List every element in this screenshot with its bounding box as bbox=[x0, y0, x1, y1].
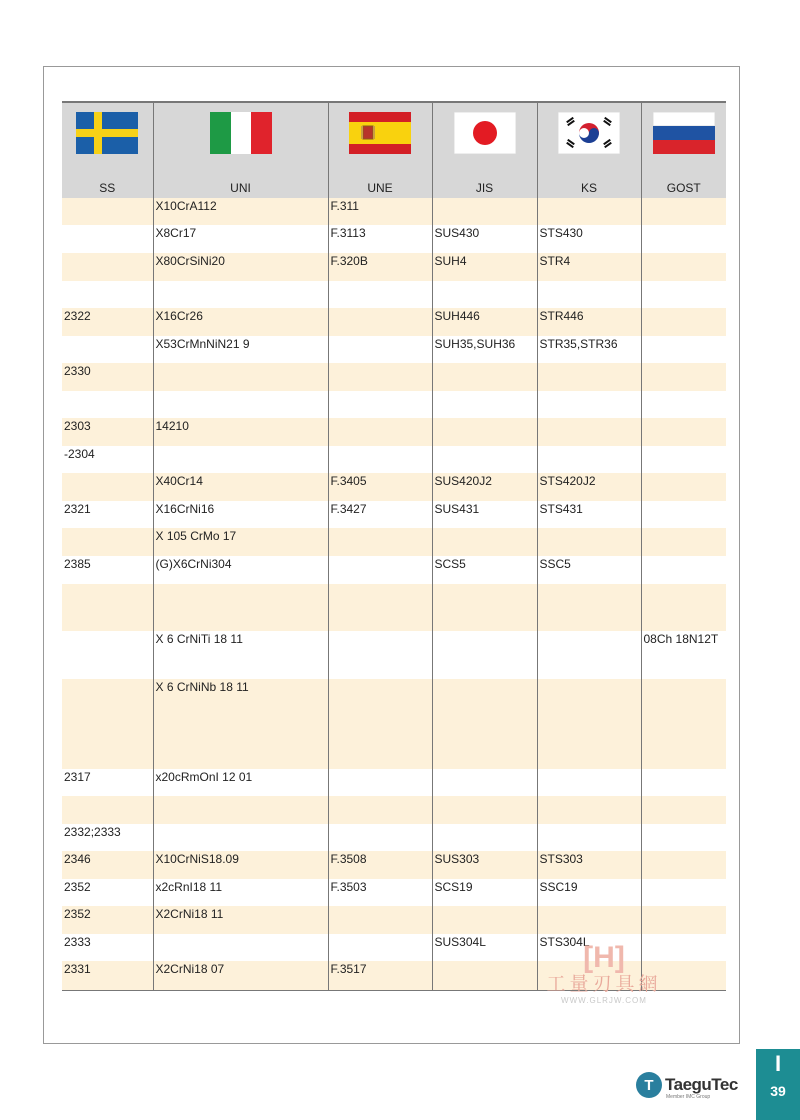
cell-jis bbox=[432, 631, 537, 679]
cell-uni: X10CrA112 bbox=[153, 198, 328, 225]
cell-ss: 2332;2333 bbox=[64, 825, 121, 839]
cell-ss bbox=[62, 391, 153, 418]
cell-ss bbox=[62, 198, 153, 225]
cell-une: F.3503 bbox=[328, 879, 432, 906]
cell-une bbox=[328, 308, 432, 336]
table-row bbox=[62, 418, 726, 446]
cell-ss: 2322 bbox=[62, 308, 153, 336]
cell-ss bbox=[62, 281, 153, 308]
cell-jis: SUS430 bbox=[432, 225, 537, 253]
cell-gost bbox=[641, 281, 726, 308]
page-number: 39 bbox=[770, 1083, 786, 1099]
table-row bbox=[62, 769, 726, 796]
cell-gost bbox=[641, 879, 726, 906]
cell-jis bbox=[432, 961, 537, 990]
cell-une: F.311 bbox=[328, 198, 432, 225]
cell-une bbox=[328, 281, 432, 308]
south-korea-flag-icon bbox=[558, 112, 620, 154]
flag-cell-une bbox=[328, 102, 432, 167]
cell-jis: SUH446 bbox=[432, 308, 537, 336]
cell-gost bbox=[641, 308, 726, 336]
column-header-uni: UNI bbox=[153, 167, 328, 198]
cell-ss bbox=[62, 584, 153, 631]
cell-gost bbox=[641, 851, 726, 879]
cell-uni: X16Cr26 bbox=[153, 308, 328, 336]
watermark bbox=[534, 942, 674, 1005]
cell-ks: STS304L bbox=[537, 934, 641, 961]
cell-ss: 2303 bbox=[62, 418, 153, 446]
cell-gost bbox=[641, 418, 726, 446]
cell-une: F.320B bbox=[328, 253, 432, 281]
table-row bbox=[62, 879, 726, 906]
cell-uni: X8Cr17 bbox=[153, 225, 328, 253]
cell-uni: X 6 CrNiTi 18 11 bbox=[153, 631, 328, 679]
cell-ss: 2330 bbox=[62, 363, 153, 391]
table-row bbox=[62, 679, 726, 769]
flag-cell-gost bbox=[641, 102, 726, 167]
cell-uni: x2cRnI18 11 bbox=[153, 879, 328, 906]
table-row bbox=[62, 336, 726, 363]
cell-ks bbox=[537, 906, 641, 934]
cell-jis: SUH4 bbox=[432, 253, 537, 281]
cell-gost bbox=[641, 679, 726, 769]
column-header-une: UNE bbox=[328, 167, 432, 198]
cell-jis bbox=[432, 528, 537, 556]
cell-une bbox=[328, 584, 432, 631]
cell-gost bbox=[641, 253, 726, 281]
cell-une bbox=[328, 556, 432, 584]
cell-ks bbox=[537, 281, 641, 308]
cell-uni bbox=[153, 446, 328, 473]
cell-gost bbox=[641, 501, 726, 528]
table-row bbox=[62, 253, 726, 281]
spain-flag-icon bbox=[349, 112, 411, 154]
flag-cell-ks bbox=[537, 102, 641, 167]
cell-uni: x20cRmOnI 12 01 bbox=[153, 769, 328, 796]
cell-jis: SCS5 bbox=[432, 556, 537, 584]
brand-subtitle: Member IMC Group bbox=[666, 1094, 711, 1100]
watermark-logo: [H] bbox=[583, 941, 625, 974]
table-row bbox=[62, 528, 726, 556]
cell-gost bbox=[641, 446, 726, 473]
cell-une: F.3508 bbox=[328, 851, 432, 879]
cell-jis bbox=[432, 824, 537, 851]
cell-gost bbox=[641, 824, 726, 851]
cell-uni: X53CrMnNiN21 9 bbox=[153, 336, 328, 363]
cell-une: F.3405 bbox=[328, 473, 432, 501]
column-header-ss: SS bbox=[62, 167, 153, 198]
section-tab bbox=[756, 1049, 800, 1120]
cell-une bbox=[328, 418, 432, 446]
cell-une: F.3517 bbox=[328, 961, 432, 990]
flag-cell-ss bbox=[62, 102, 153, 167]
cell-ks bbox=[537, 363, 641, 391]
cell-uni: X16CrNi16 bbox=[153, 501, 328, 528]
cell-gost bbox=[641, 473, 726, 501]
cell-jis: SCS19 bbox=[432, 879, 537, 906]
cell-ss bbox=[62, 336, 153, 363]
cell-gost bbox=[641, 198, 726, 225]
cell-une bbox=[328, 446, 432, 473]
cell-jis: SUS303 bbox=[432, 851, 537, 879]
cell-une bbox=[328, 391, 432, 418]
cell-ks: STS431 bbox=[537, 501, 641, 528]
cell-ks bbox=[537, 446, 641, 473]
cell-jis: SUS304L bbox=[432, 934, 537, 961]
table-row bbox=[62, 391, 726, 418]
cell-ss bbox=[62, 473, 153, 501]
cell-uni bbox=[153, 796, 328, 824]
taegutec-logo bbox=[636, 1070, 738, 1100]
table-row bbox=[62, 225, 726, 253]
table-row bbox=[62, 556, 726, 584]
table-row bbox=[62, 501, 726, 528]
table-row bbox=[62, 198, 726, 225]
cell-ks: SSC19 bbox=[537, 879, 641, 906]
cell-une bbox=[328, 906, 432, 934]
cell-ks: STS430 bbox=[537, 225, 641, 253]
table-row bbox=[62, 796, 726, 824]
cell-gost: 08Ch 18N12T bbox=[641, 631, 726, 679]
cell-ks bbox=[537, 528, 641, 556]
column-header-gost: GOST bbox=[641, 167, 726, 198]
cell-ks: STR4 bbox=[537, 253, 641, 281]
cell-jis bbox=[432, 418, 537, 446]
cell-ks bbox=[537, 198, 641, 225]
cell-ss bbox=[62, 528, 153, 556]
cell-gost bbox=[641, 584, 726, 631]
cell-jis bbox=[432, 391, 537, 418]
table-row bbox=[62, 584, 726, 631]
table-row bbox=[62, 851, 726, 879]
cell-une bbox=[328, 631, 432, 679]
cell-ss: 2317 bbox=[64, 770, 91, 784]
steel-comparison-table bbox=[62, 101, 726, 991]
cell-jis bbox=[432, 198, 537, 225]
cell-gost bbox=[641, 796, 726, 824]
cell-ks bbox=[537, 418, 641, 446]
table-row bbox=[62, 446, 726, 473]
table-row bbox=[62, 631, 726, 679]
cell-uni: X 105 CrMo 17 bbox=[153, 528, 328, 556]
table-row bbox=[62, 308, 726, 336]
cell-ss: -2304 bbox=[64, 447, 95, 461]
cell-jis bbox=[432, 363, 537, 391]
cell-ss: 2346 bbox=[62, 851, 153, 879]
cell-uni: (G)X6CrNi304 bbox=[153, 556, 328, 584]
table-body bbox=[62, 198, 726, 990]
japan-flag-icon bbox=[454, 112, 516, 154]
flag-cell-jis bbox=[432, 102, 537, 167]
cell-gost bbox=[641, 906, 726, 934]
cell-uni: 14210 bbox=[153, 418, 328, 446]
cell-ks bbox=[537, 679, 641, 769]
cell-uni: X10CrNiS18.09 bbox=[153, 851, 328, 879]
cell-jis: SUS420J2 bbox=[432, 473, 537, 501]
cell-ss: 2385 bbox=[64, 557, 91, 571]
cell-ks bbox=[537, 769, 641, 796]
table-row bbox=[62, 906, 726, 934]
cell-une bbox=[328, 336, 432, 363]
cell-jis bbox=[432, 679, 537, 769]
cell-uni bbox=[153, 934, 328, 961]
cell-gost bbox=[641, 225, 726, 253]
cell-ss: 2352 bbox=[62, 906, 153, 934]
cell-ks bbox=[537, 796, 641, 824]
cell-une bbox=[328, 824, 432, 851]
cell-jis bbox=[432, 796, 537, 824]
cell-uni: X 6 CrNiNb 18 11 bbox=[153, 679, 328, 769]
cell-une: F.3427 bbox=[328, 501, 432, 528]
column-header-ks: KS bbox=[537, 167, 641, 198]
column-header-jis: JIS bbox=[432, 167, 537, 198]
cell-jis bbox=[432, 281, 537, 308]
cell-ks bbox=[537, 584, 641, 631]
brand-name: TaeguTec bbox=[665, 1075, 738, 1094]
table-row bbox=[62, 473, 726, 501]
cell-une: F.3113 bbox=[328, 225, 432, 253]
cell-gost bbox=[641, 556, 726, 584]
cell-gost bbox=[641, 528, 726, 556]
cell-gost bbox=[641, 391, 726, 418]
cell-ks: STS420J2 bbox=[537, 473, 641, 501]
cell-ss bbox=[62, 631, 153, 679]
cell-une bbox=[328, 679, 432, 769]
cell-ss bbox=[62, 253, 153, 281]
cell-jis bbox=[432, 906, 537, 934]
cell-uni: X80CrSiNi20 bbox=[153, 253, 328, 281]
cell-gost bbox=[641, 363, 726, 391]
section-letter: I bbox=[774, 1051, 782, 1076]
cell-ks bbox=[537, 391, 641, 418]
watermark-text: 工量刃具網 bbox=[546, 974, 662, 995]
russia-flag-icon bbox=[653, 112, 715, 154]
cell-ss: 2331 bbox=[62, 961, 153, 990]
cell-une bbox=[328, 934, 432, 961]
cell-uni bbox=[153, 824, 328, 851]
cell-une bbox=[328, 363, 432, 391]
cell-uni: X2CrNi18 11 bbox=[153, 906, 328, 934]
cell-jis bbox=[432, 446, 537, 473]
table-row bbox=[62, 363, 726, 391]
cell-ss: 2352 bbox=[64, 880, 91, 894]
cell-gost bbox=[641, 336, 726, 363]
cell-uni bbox=[153, 584, 328, 631]
sweden-flag-icon bbox=[76, 112, 138, 154]
cell-uni bbox=[153, 391, 328, 418]
table-row bbox=[62, 281, 726, 308]
italy-flag-icon bbox=[210, 112, 272, 154]
cell-une bbox=[328, 528, 432, 556]
cell-jis: SUS431 bbox=[432, 501, 537, 528]
cell-jis bbox=[432, 769, 537, 796]
taegutec-emblem-icon: T bbox=[636, 1072, 662, 1098]
cell-une bbox=[328, 769, 432, 796]
cell-ks: STS303 bbox=[537, 851, 641, 879]
cell-ks: SSC5 bbox=[537, 556, 641, 584]
cell-jis bbox=[432, 584, 537, 631]
cell-uni bbox=[153, 363, 328, 391]
cell-ss bbox=[62, 679, 153, 769]
cell-jis: SUH35,SUH36 bbox=[432, 336, 537, 363]
cell-ss: 2333 bbox=[64, 935, 91, 949]
cell-uni bbox=[153, 281, 328, 308]
cell-ks bbox=[537, 631, 641, 679]
cell-ss: 2321 bbox=[64, 502, 91, 516]
cell-ss bbox=[62, 225, 153, 253]
cell-ks: STR446 bbox=[537, 308, 641, 336]
cell-uni: X2CrNi18 07 bbox=[153, 961, 328, 990]
cell-une bbox=[328, 796, 432, 824]
watermark-url: WWW.GLRJW.COM bbox=[561, 996, 647, 1005]
cell-uni: X40Cr14 bbox=[153, 473, 328, 501]
table-row bbox=[62, 824, 726, 851]
cell-ks: STR35,STR36 bbox=[537, 336, 641, 363]
cell-ks bbox=[537, 824, 641, 851]
cell-gost bbox=[641, 769, 726, 796]
flag-cell-uni bbox=[153, 102, 328, 167]
cell-ss bbox=[62, 796, 153, 824]
